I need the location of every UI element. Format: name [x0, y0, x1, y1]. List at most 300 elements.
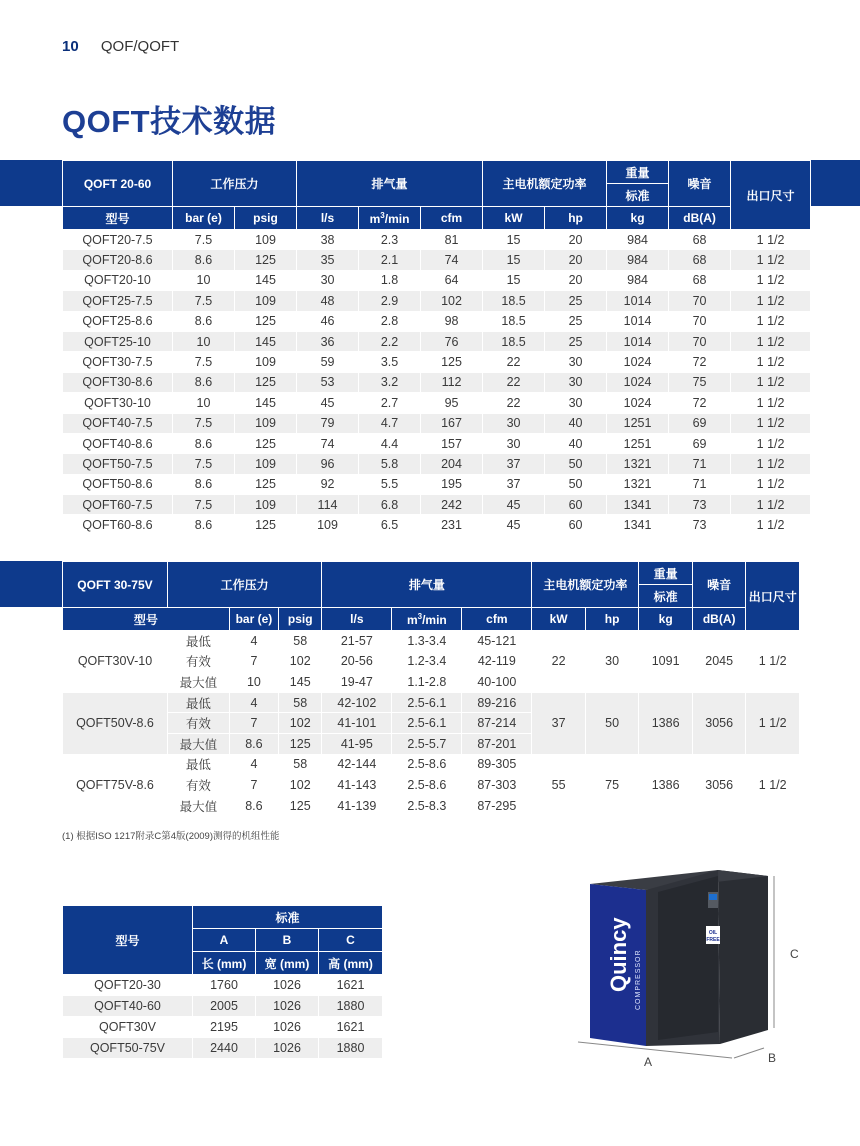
table-cell: 2.9: [359, 291, 421, 311]
hp-cell: 50: [585, 692, 639, 754]
table-cell: 2.3: [359, 230, 421, 250]
unit-model: 型号: [63, 207, 173, 230]
table-cell: 8.6: [173, 433, 235, 453]
unit-kw: kW: [532, 608, 586, 631]
model-group-label: QOFT 20-60: [63, 161, 173, 207]
unit-bar: bar (e): [173, 207, 235, 230]
table-row: [63, 372, 811, 392]
table-cell: 7.5: [173, 230, 235, 250]
table-cell: 40: [545, 413, 607, 433]
table-cell: 1341: [607, 495, 669, 515]
table-cell: 7: [229, 713, 278, 734]
table-cell: 1.3-3.4: [392, 631, 462, 652]
table-cell: 25: [545, 311, 607, 331]
table-cell: 1026: [256, 1038, 319, 1059]
model-cell: QOFT30V-10: [63, 631, 168, 693]
table-cell: QOFT30-8.6: [63, 372, 173, 392]
table-cell: 2.5-6.1: [392, 692, 462, 713]
table-cell: 1 1/2: [731, 413, 811, 433]
table-cell: QOFT40-7.5: [63, 413, 173, 433]
table-cell: 1024: [607, 352, 669, 372]
table-cell: 1026: [256, 996, 319, 1017]
table-cell: 1251: [607, 413, 669, 433]
table-cell: 1621: [319, 975, 383, 996]
table-cell: 45: [297, 393, 359, 413]
table-cell: QOFT60-8.6: [63, 515, 173, 535]
level-cell: 有效: [167, 775, 229, 796]
table-cell: 3.2: [359, 372, 421, 392]
table-cell: 125: [279, 795, 322, 816]
table-cell: 22: [483, 352, 545, 372]
kg-cell: 1386: [639, 692, 693, 754]
table-cell: 1014: [607, 291, 669, 311]
table-cell: 1 1/2: [731, 515, 811, 535]
hp-cell: 75: [585, 754, 639, 816]
weight-sub-header: 标准: [607, 184, 669, 207]
table-cell: QOFT25-10: [63, 331, 173, 351]
table-cell: 42-144: [322, 754, 392, 775]
table-cell: 30: [483, 433, 545, 453]
table-row: [63, 413, 811, 433]
unit-bar: bar (e): [229, 608, 278, 631]
table-cell: 6.5: [359, 515, 421, 535]
table-cell: 58: [279, 692, 322, 713]
unit-m3min: $m^3/\min$: [359, 207, 421, 230]
table-cell: 195: [421, 474, 483, 494]
compressor-illustration: [568, 862, 808, 1072]
table-cell: 87-201: [462, 733, 532, 754]
table-cell: 242: [421, 495, 483, 515]
table-cell: QOFT60-7.5: [63, 495, 173, 515]
table-row: [63, 1017, 383, 1038]
table-cell: 109: [235, 413, 297, 433]
table-cell: 45-121: [462, 631, 532, 652]
table-row: [63, 454, 811, 474]
table-cell: 5.8: [359, 454, 421, 474]
dim-a-label: A: [644, 1055, 653, 1069]
table-cell: 20: [545, 250, 607, 270]
table-cell: 30: [545, 393, 607, 413]
table-cell: 4.4: [359, 433, 421, 453]
table-cell: 145: [235, 393, 297, 413]
table-cell: 2.1: [359, 250, 421, 270]
table-cell: QOFT40-60: [63, 996, 193, 1017]
table-row: [63, 311, 811, 331]
table-cell: 15: [483, 250, 545, 270]
flow-header: 排气量: [322, 562, 532, 608]
unit-ls: l/s: [322, 608, 392, 631]
table-cell: 10: [173, 331, 235, 351]
table-cell: 4.7: [359, 413, 421, 433]
table-cell: 87-295: [462, 795, 532, 816]
table-cell: 64: [421, 270, 483, 290]
table-cell: 8.6: [173, 515, 235, 535]
table-cell: 2.5-5.7: [392, 733, 462, 754]
table-cell: 125: [235, 311, 297, 331]
table-cell: QOFT50-75V: [63, 1038, 193, 1059]
standard-header: 标准: [193, 906, 383, 929]
table-cell: 45: [483, 495, 545, 515]
outlet-cell: 1 1/2: [746, 692, 800, 754]
table-cell: 2440: [193, 1038, 256, 1059]
table-cell: 125: [235, 372, 297, 392]
table-cell: 60: [545, 495, 607, 515]
table-cell: 15: [483, 270, 545, 290]
kg-cell: 1386: [639, 754, 693, 816]
table-cell: 18.5: [483, 331, 545, 351]
table-cell: QOFT30-7.5: [63, 352, 173, 372]
dim-c-header: C: [319, 929, 383, 952]
table-cell: 125: [235, 250, 297, 270]
table-cell: 1014: [607, 311, 669, 331]
kg-cell: 1091: [639, 631, 693, 693]
table-cell: 48: [297, 291, 359, 311]
unit-model: 型号: [63, 608, 230, 631]
table-cell: 41-143: [322, 775, 392, 796]
table-row: [63, 331, 811, 351]
page-number: 10: [62, 38, 79, 55]
table-cell: 20: [545, 230, 607, 250]
table-cell: 58: [279, 631, 322, 652]
table-row: [63, 975, 383, 996]
table-cell: 1.1-2.8: [392, 672, 462, 693]
table-row: [63, 250, 811, 270]
table-cell: 984: [607, 270, 669, 290]
table-cell: 95: [421, 393, 483, 413]
unit-db: dB(A): [669, 207, 731, 230]
table-cell: 1024: [607, 372, 669, 392]
table-cell: 87-214: [462, 713, 532, 734]
table-cell: 2195: [193, 1017, 256, 1038]
model-header: 型号: [63, 906, 193, 975]
table-cell: 109: [235, 291, 297, 311]
table-cell: 109: [297, 515, 359, 535]
table-cell: 2.5-8.3: [392, 795, 462, 816]
table-cell: 2005: [193, 996, 256, 1017]
outlet-header: 出口尺寸: [731, 161, 811, 230]
table-row: [63, 352, 811, 372]
table-cell: 75: [669, 372, 731, 392]
weight-sub-header: 标准: [639, 585, 693, 608]
table-cell: 71: [669, 454, 731, 474]
table-cell: 1 1/2: [731, 495, 811, 515]
table-cell: 1 1/2: [731, 474, 811, 494]
table-cell: 40: [545, 433, 607, 453]
table-cell: 46: [297, 311, 359, 331]
table-row: [63, 692, 800, 713]
table-cell: 1026: [256, 1017, 319, 1038]
table-cell: QOFT20-10: [63, 270, 173, 290]
table-cell: 18.5: [483, 291, 545, 311]
section-name: QOF/QOFT: [100, 38, 180, 55]
table-cell: 8.6: [229, 733, 278, 754]
table-cell: 1 1/2: [731, 250, 811, 270]
model-cell: QOFT50V-8.6: [63, 692, 168, 754]
table-cell: 112: [421, 372, 483, 392]
table-cell: 8.6: [173, 311, 235, 331]
table-cell: 30: [297, 270, 359, 290]
table-cell: 1621: [319, 1017, 383, 1038]
table-cell: 1 1/2: [731, 311, 811, 331]
table-cell: 89-216: [462, 692, 532, 713]
unit-ls: l/s: [297, 207, 359, 230]
table-cell: 2.8: [359, 311, 421, 331]
table-cell: 8.6: [229, 795, 278, 816]
level-cell: 有效: [167, 713, 229, 734]
noise-header: 噪音: [692, 562, 746, 608]
table-cell: 125: [235, 433, 297, 453]
table-cell: 2.2: [359, 331, 421, 351]
unit-psig: psig: [235, 207, 297, 230]
table-cell: 37: [483, 474, 545, 494]
table-cell: 6.8: [359, 495, 421, 515]
table-cell: 7: [229, 775, 278, 796]
table-cell: 1014: [607, 331, 669, 351]
table-cell: 50: [545, 474, 607, 494]
spec-table-qoft20-60: [62, 160, 811, 536]
table-cell: 7.5: [173, 413, 235, 433]
table-cell: 40-100: [462, 672, 532, 693]
db-cell: 3056: [692, 692, 746, 754]
table-row: [63, 996, 383, 1017]
table-cell: 231: [421, 515, 483, 535]
table-cell: 18.5: [483, 311, 545, 331]
unit-psig: psig: [279, 608, 322, 631]
table-cell: 4: [229, 754, 278, 775]
table-cell: 79: [297, 413, 359, 433]
unit-cfm: cfm: [462, 608, 532, 631]
weight-header: 重量: [607, 161, 669, 184]
level-cell: 最低: [167, 754, 229, 775]
table-cell: 984: [607, 250, 669, 270]
table-cell: 69: [669, 413, 731, 433]
table-cell: 102: [421, 291, 483, 311]
table-cell: 1760: [193, 975, 256, 996]
table-cell: 1321: [607, 474, 669, 494]
table-cell: 10: [173, 270, 235, 290]
dim-a-header: A: [193, 929, 256, 952]
table-cell: 87-303: [462, 775, 532, 796]
level-cell: 最大值: [167, 795, 229, 816]
table-row: [63, 230, 811, 250]
table-cell: 1 1/2: [731, 393, 811, 413]
table-cell: 20: [545, 270, 607, 290]
table-cell: 22: [483, 393, 545, 413]
table-cell: 4: [229, 631, 278, 652]
table-cell: 60: [545, 515, 607, 535]
table-cell: 102: [279, 775, 322, 796]
table-cell: 1 1/2: [731, 454, 811, 474]
table-cell: 8.6: [173, 372, 235, 392]
dim-c-label: C: [790, 947, 799, 961]
table-cell: 2.5-8.6: [392, 775, 462, 796]
table-cell: QOFT50-8.6: [63, 474, 173, 494]
table-cell: 8.6: [173, 474, 235, 494]
table-cell: 25: [545, 331, 607, 351]
table-cell: 73: [669, 515, 731, 535]
spec-table-qoft30-75v: [62, 561, 800, 816]
table-cell: 984: [607, 230, 669, 250]
table-cell: 3.5: [359, 352, 421, 372]
table-cell: 1.2-3.4: [392, 651, 462, 672]
table-row: [63, 291, 811, 311]
table-cell: QOFT20-7.5: [63, 230, 173, 250]
table-cell: 22: [483, 372, 545, 392]
kw-cell: 22: [532, 631, 586, 693]
table-cell: 70: [669, 291, 731, 311]
table-cell: 7.5: [173, 454, 235, 474]
model-group-label: QOFT 30-75V: [63, 562, 168, 608]
table-cell: 68: [669, 230, 731, 250]
unit-width: 宽 (mm): [256, 952, 319, 975]
table-cell: 45: [483, 515, 545, 535]
table-cell: 1026: [256, 975, 319, 996]
table-cell: 145: [279, 672, 322, 693]
table-cell: QOFT30-10: [63, 393, 173, 413]
unit-cfm: cfm: [421, 207, 483, 230]
table-cell: 21-57: [322, 631, 392, 652]
table-cell: 102: [279, 651, 322, 672]
table-cell: 114: [297, 495, 359, 515]
table-cell: 1 1/2: [731, 291, 811, 311]
level-cell: 最低: [167, 631, 229, 652]
kw-cell: 55: [532, 754, 586, 816]
table-cell: 89-305: [462, 754, 532, 775]
unit-height: 高 (mm): [319, 952, 383, 975]
table-cell: 1.8: [359, 270, 421, 290]
weight-header: 重量: [639, 562, 693, 585]
unit-hp: hp: [545, 207, 607, 230]
table-cell: 70: [669, 311, 731, 331]
page-title: QOFT技术数据: [62, 104, 277, 139]
table-cell: 157: [421, 433, 483, 453]
table-cell: 167: [421, 413, 483, 433]
table-cell: 145: [235, 270, 297, 290]
table-cell: 102: [279, 713, 322, 734]
table-cell: 15: [483, 230, 545, 250]
level-cell: 有效: [167, 651, 229, 672]
table2-left-band: [0, 561, 62, 607]
table-cell: 109: [235, 352, 297, 372]
table-row: [63, 474, 811, 494]
table-cell: 10: [173, 393, 235, 413]
table-cell: 1880: [319, 996, 383, 1017]
table-cell: 41-101: [322, 713, 392, 734]
unit-db: dB(A): [692, 608, 746, 631]
table-cell: 1341: [607, 515, 669, 535]
table-cell: 8.6: [173, 250, 235, 270]
table-cell: 68: [669, 270, 731, 290]
table-cell: 19-47: [322, 672, 392, 693]
outlet-cell: 1 1/2: [746, 631, 800, 693]
hp-cell: 30: [585, 631, 639, 693]
table-cell: 53: [297, 372, 359, 392]
table-cell: 30: [545, 372, 607, 392]
table-cell: 1 1/2: [731, 372, 811, 392]
pressure-header: 工作压力: [167, 562, 321, 608]
brand-sub-text: COMPRESSOR: [635, 949, 642, 1010]
table-cell: 41-95: [322, 733, 392, 754]
table-cell: 68: [669, 250, 731, 270]
table-cell: 25: [545, 291, 607, 311]
table-cell: 125: [279, 733, 322, 754]
table-cell: 125: [421, 352, 483, 372]
table-cell: 36: [297, 331, 359, 351]
table-cell: 37: [483, 454, 545, 474]
table-cell: 30: [545, 352, 607, 372]
table-cell: 10: [229, 672, 278, 693]
table-cell: 42-102: [322, 692, 392, 713]
table-cell: 76: [421, 331, 483, 351]
table-cell: 58: [279, 754, 322, 775]
table-row: [63, 631, 800, 652]
table-cell: 7.5: [173, 352, 235, 372]
table-cell: 1 1/2: [731, 352, 811, 372]
table-cell: 1 1/2: [731, 331, 811, 351]
table-cell: 96: [297, 454, 359, 474]
unit-hp: hp: [585, 608, 639, 631]
table-cell: 69: [669, 433, 731, 453]
level-cell: 最低: [167, 692, 229, 713]
table-cell: QOFT20-30: [63, 975, 193, 996]
table-cell: QOFT30V: [63, 1017, 193, 1038]
power-header: 主电机额定功率: [532, 562, 639, 608]
table-cell: 125: [235, 515, 297, 535]
table-cell: 35: [297, 250, 359, 270]
table-cell: 50: [545, 454, 607, 474]
table-cell: 1 1/2: [731, 230, 811, 250]
footnote: (1) 根据ISO 1217附录C第4版(2009)测得的机组性能: [62, 831, 280, 842]
table-cell: 1251: [607, 433, 669, 453]
level-cell: 最大值: [167, 733, 229, 754]
table-cell: 70: [669, 331, 731, 351]
unit-m3min: $m^3/\min$: [392, 608, 462, 631]
outlet-cell: 1 1/2: [746, 754, 800, 816]
table-cell: 109: [235, 454, 297, 474]
table-cell: 59: [297, 352, 359, 372]
dim-b-header: B: [256, 929, 319, 952]
table-cell: 7.5: [173, 291, 235, 311]
table-cell: 98: [421, 311, 483, 331]
table-cell: QOFT50-7.5: [63, 454, 173, 474]
table-cell: 109: [235, 230, 297, 250]
brand-logo-text: Quincy: [606, 917, 631, 992]
table-cell: 1 1/2: [731, 433, 811, 453]
db-cell: 3056: [692, 754, 746, 816]
unit-length: 长 (mm): [193, 952, 256, 975]
table-row: [63, 1038, 383, 1059]
table-cell: 73: [669, 495, 731, 515]
dim-b-label: B: [768, 1051, 777, 1065]
table-cell: 145: [235, 331, 297, 351]
table-cell: 30: [483, 413, 545, 433]
model-cell: QOFT75V-8.6: [63, 754, 168, 816]
table-row: [63, 754, 800, 775]
table-row: [63, 270, 811, 290]
table-cell: 71: [669, 474, 731, 494]
outlet-header: 出口尺寸: [746, 562, 800, 631]
db-cell: 2045: [692, 631, 746, 693]
table-cell: 1 1/2: [731, 270, 811, 290]
table1-left-band: [0, 160, 62, 206]
unit-kw: kW: [483, 207, 545, 230]
table-cell: 4: [229, 692, 278, 713]
table-cell: 42-119: [462, 651, 532, 672]
table-row: [63, 393, 811, 413]
table-cell: 1880: [319, 1038, 383, 1059]
table-cell: 81: [421, 230, 483, 250]
table-cell: 1024: [607, 393, 669, 413]
